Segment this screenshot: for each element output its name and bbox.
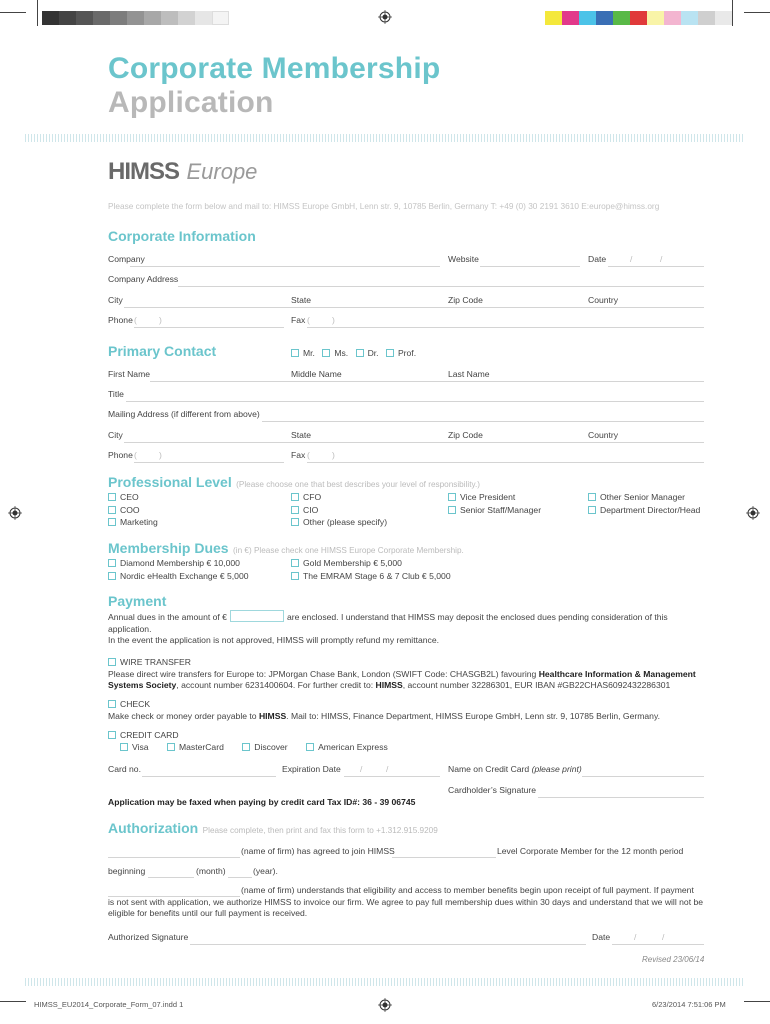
mailing-address-field[interactable] (262, 421, 704, 422)
crop-mark (744, 1001, 770, 1002)
zip-label: Zip Code (448, 295, 483, 305)
name-on-card-label: Name on Credit Card (please print) (448, 764, 582, 774)
payment-heading: Payment (108, 593, 167, 609)
country-label: Country (588, 295, 619, 305)
mailing-address-label: Mailing Address (if different from above) (108, 409, 260, 419)
city-label: City (108, 430, 123, 440)
fax-field[interactable] (307, 462, 704, 463)
company-label: Company (108, 254, 145, 264)
check-block: CHECK Make check or money order payable to HIMSS. Mail to: HIMSS, Finance Department, HIMSS Europe GmbH, Lenn str. 9, 10785 Berlin, Germany. (108, 699, 708, 722)
date-separator: / (630, 254, 633, 264)
date-separator: / (660, 254, 663, 264)
phone-field[interactable] (134, 327, 284, 328)
firm-joined-text: (name of firm) has agreed to join HIMSS (241, 846, 395, 856)
year-field[interactable] (228, 877, 252, 878)
authorization-paragraph: (name of firm) understands that eligibility and access to member benefits begin upon receipt of full payment. If payment is not sent with application, we authorize HIMSS to invoice our firm. We agree to pay full membership dues within 30 days and understand that we will not be eligible for benefits until our full payment is received. (108, 885, 704, 918)
membership-dues-note: (in €) Please check one HIMSS Europe Corporate Membership. (233, 546, 464, 555)
exp-separator: / (386, 764, 389, 774)
option-american-express[interactable]: American Express (306, 742, 388, 752)
option-check[interactable]: CHECK (108, 699, 708, 711)
option-visa[interactable]: Visa (120, 742, 149, 752)
intro-text: Please complete the form below and mail to: HIMSS Europe GmbH, Lenn str. 9, 10785 Berlin, Germany T: +49 (0) 30 2191 3610 E:europe@himss.org (108, 201, 660, 211)
primary-contact-heading: Primary Contact (108, 343, 217, 359)
checkbox-icon (322, 349, 330, 357)
firm-name-field[interactable] (108, 857, 240, 858)
website-field[interactable] (480, 266, 580, 267)
level-field[interactable] (392, 857, 496, 858)
dues-col-1 (108, 557, 249, 582)
registration-mark-icon (746, 506, 760, 520)
decorative-stripe (25, 978, 745, 986)
fax-paren-open: ( (307, 315, 310, 325)
cardholder-signature-field[interactable] (538, 797, 704, 798)
checkbox-icon (291, 506, 299, 514)
date-field[interactable] (608, 266, 704, 267)
membership-dues-heading: Membership Dues (108, 540, 229, 556)
zip-label: Zip Code (448, 430, 483, 440)
city-state-zip-field[interactable] (124, 307, 704, 308)
professional-col-2 (291, 491, 387, 529)
card-number-field[interactable] (142, 776, 276, 777)
fax-paren-close: ) (332, 450, 335, 460)
checkbox-icon (291, 518, 299, 526)
amount-input[interactable] (230, 610, 284, 622)
option-department-director[interactable]: Department Director/Head (588, 504, 700, 517)
checkbox-icon (108, 518, 116, 526)
phone-paren-close: ) (159, 450, 162, 460)
fax-label: Fax (291, 450, 306, 460)
checkbox-icon (356, 349, 364, 357)
credit-card-block (108, 730, 708, 753)
annual-dues-text: Annual dues in the amount of € are enclosed. I understand that HIMSS may deposit the enclosed dues pending consideration of this application. In the event the application is not approved, HIMSS will promptly refund my remittance. (108, 612, 668, 645)
page-subtitle: Application (108, 86, 274, 119)
professional-level-header (108, 474, 480, 492)
auth-date-label: Date (592, 932, 611, 942)
registration-mark-icon (378, 998, 392, 1012)
fax-note: Application may be faxed when paying by credit card Tax ID#: 36 - 39 06745 (108, 797, 416, 807)
last-name-label: Last Name (448, 369, 490, 379)
crop-mark (732, 0, 733, 26)
phone-paren-open: ( (134, 450, 137, 460)
checkbox-icon (108, 658, 116, 666)
month-field[interactable] (148, 877, 194, 878)
phone-label: Phone (108, 450, 133, 460)
professional-col-4 (588, 491, 700, 516)
authorization-header (108, 820, 438, 838)
title-label: Title (108, 389, 124, 399)
professional-col-3 (448, 491, 541, 516)
option-wire-transfer[interactable]: WIRE TRANSFER (108, 657, 708, 669)
crop-mark (744, 12, 770, 13)
beginning-label: beginning (108, 866, 146, 876)
checkbox-icon (108, 506, 116, 514)
wire-transfer-block: WIRE TRANSFER Please direct wire transfers for Europe to: JPMorgan Chase Bank, London (SWIFT Code: CHASGB2L) favouring Healthcare Information & Management Systems Society, account number 6231400604. For further credit to: HIMSS, account number 32286301, EUR IBAN #GB22CHAS6092432286301 (108, 657, 708, 692)
decorative-stripe (25, 134, 745, 142)
checkbox-icon (448, 506, 456, 514)
checkbox-icon (291, 493, 299, 501)
city-label: City (108, 295, 123, 305)
option-credit-card[interactable]: CREDIT CARD (108, 730, 708, 742)
expiration-field[interactable] (344, 776, 440, 777)
title-field[interactable] (126, 401, 704, 402)
name-on-card-field[interactable] (582, 776, 704, 777)
checkbox-icon (120, 743, 128, 751)
footer-timestamp: 6/23/2014 7:51:06 PM (652, 1000, 726, 1009)
authorization-note: Please complete, then print and fax this form to +1.312.915.9209 (202, 826, 438, 835)
checkbox-icon (108, 493, 116, 501)
option-ceo[interactable]: CEO (108, 491, 158, 504)
option-gold[interactable]: Gold Membership € 5,000 (291, 557, 451, 570)
first-name-label: First Name (108, 369, 151, 379)
date-label: Date (588, 254, 607, 264)
option-marketing[interactable]: Marketing (108, 516, 158, 529)
website-label: Website (448, 254, 479, 264)
registration-mark-icon (8, 506, 22, 520)
state-label: State (291, 430, 312, 440)
page-title: Corporate Membership (108, 52, 441, 85)
authorized-signature-field[interactable] (190, 944, 586, 945)
checkbox-icon (386, 349, 394, 357)
option-discover[interactable]: Discover (242, 742, 287, 752)
authorization-heading: Authorization (108, 820, 199, 836)
phone-label: Phone (108, 315, 133, 325)
year-label: (year). (253, 866, 278, 876)
option-emram[interactable]: The EMRAM Stage 6 & 7 Club € 5,000 (291, 570, 451, 583)
checkbox-icon (242, 743, 250, 751)
date-separator: / (634, 932, 637, 942)
expiration-label: Expiration Date (282, 764, 341, 774)
month-label: (month) (196, 866, 226, 876)
fax-label: Fax (291, 315, 306, 325)
checkbox-icon (306, 743, 314, 751)
salutation-options (291, 348, 416, 358)
crop-mark (0, 1001, 26, 1002)
professional-level-heading: Professional Level (108, 474, 232, 490)
option-other-senior-manager[interactable]: Other Senior Manager (588, 491, 700, 504)
fax-paren-close: ) (332, 315, 335, 325)
company-address-label: Company Address (108, 274, 179, 284)
salutation-mr[interactable]: Mr. (291, 348, 315, 358)
option-vice-president[interactable]: Vice President (448, 491, 541, 504)
fax-paren-open: ( (307, 450, 310, 460)
salutation-dr[interactable]: Dr. (356, 348, 379, 358)
option-coo[interactable]: COO (108, 504, 158, 517)
checkbox-icon (108, 700, 116, 708)
professional-col-1 (108, 491, 158, 529)
professional-level-note: (Please choose one that best describes your level of responsibility.) (236, 480, 480, 489)
checkbox-icon (291, 349, 299, 357)
checkbox-icon (588, 506, 596, 514)
footer-filename: HIMSS_EU2014_Corporate_Form_07.indd 1 (34, 1000, 184, 1009)
checkbox-icon (448, 493, 456, 501)
checkbox-icon (588, 493, 596, 501)
option-cio[interactable]: CIO (291, 504, 387, 517)
name-field[interactable] (150, 381, 704, 382)
salutation-prof[interactable]: Prof. (386, 348, 416, 358)
authorized-signature-label: Authorized Signature (108, 932, 189, 942)
salutation-ms[interactable]: Ms. (322, 348, 348, 358)
crop-mark (37, 0, 38, 26)
registration-mark-icon (378, 10, 392, 24)
company-address-field[interactable] (178, 286, 704, 287)
phone-paren-open: ( (134, 315, 137, 325)
corporate-info-heading: Corporate Information (108, 228, 256, 244)
company-field[interactable] (130, 266, 440, 267)
checkbox-icon (108, 572, 116, 580)
cardholder-signature-label: Cardholder’s Signature (448, 785, 537, 795)
membership-dues-header (108, 540, 464, 558)
revised-date: Revised 23/06/14 (642, 955, 705, 964)
option-diamond[interactable]: Diamond Membership € 10,000 (108, 557, 249, 570)
option-mastercard[interactable]: MasterCard (167, 742, 224, 752)
crop-mark (0, 12, 26, 13)
option-cfo[interactable]: CFO (291, 491, 387, 504)
checkbox-icon (108, 731, 116, 739)
option-senior-staff[interactable]: Senior Staff/Manager (448, 504, 541, 517)
checkbox-icon (108, 559, 116, 567)
city-state-zip-field[interactable] (124, 442, 704, 443)
fax-field[interactable] (307, 327, 704, 328)
phone-paren-close: ) (159, 315, 162, 325)
option-nordic[interactable]: Nordic eHealth Exchange € 5,000 (108, 570, 249, 583)
checkbox-icon (167, 743, 175, 751)
exp-separator: / (360, 764, 363, 774)
level-member-text: Level Corporate Member for the 12 month period (497, 846, 684, 856)
option-other-specify[interactable]: Other (please specify) (291, 516, 387, 529)
country-label: Country (588, 430, 619, 440)
checkbox-icon (291, 559, 299, 567)
date-separator: / (662, 932, 665, 942)
phone-field[interactable] (134, 462, 284, 463)
card-number-label: Card no. (108, 764, 141, 774)
state-label: State (291, 295, 312, 305)
middle-name-label: Middle Name (291, 369, 342, 379)
himss-europe-logo: HIMSS Europe (108, 158, 258, 185)
dues-col-2 (291, 557, 451, 582)
auth-date-field[interactable] (612, 944, 704, 945)
checkbox-icon (291, 572, 299, 580)
